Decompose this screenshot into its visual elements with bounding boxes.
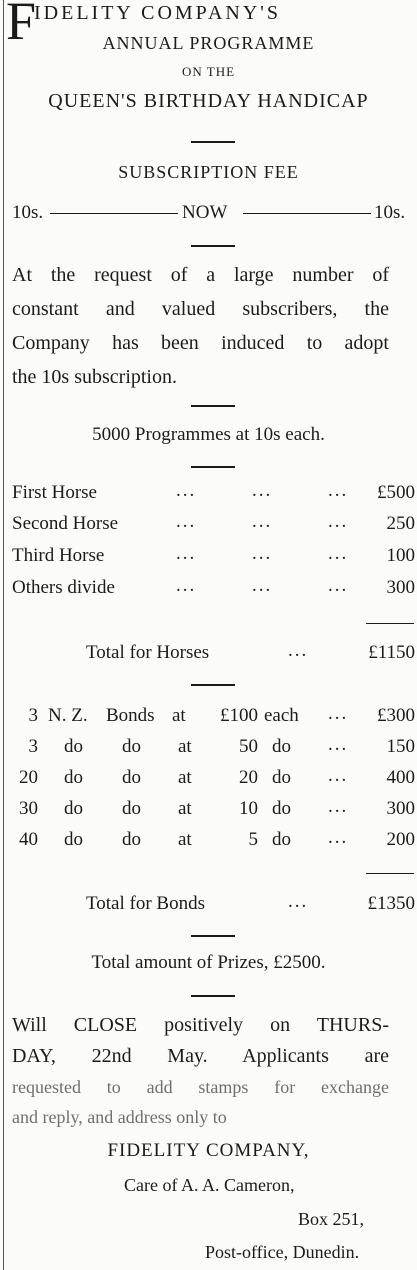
now-label: NOW [182, 202, 228, 223]
bonds-total-label: Total for Bonds [86, 893, 205, 914]
divider [191, 684, 235, 686]
intro-line: the 10s subscription. [12, 366, 177, 388]
closing-line: Will CLOSE positively on THURS- [12, 1014, 389, 1036]
fee-line-right [243, 213, 371, 214]
sum-rule [366, 623, 414, 624]
bond-qty: 3 [28, 705, 38, 726]
leader: ... [176, 543, 197, 564]
handicap-title: QUEEN'S BIRTHDAY HANDICAP [48, 90, 369, 112]
bond-value: 50 [239, 736, 258, 757]
bond-col-c: at [178, 767, 192, 788]
leader: ... [176, 575, 197, 596]
intro-line: Company has been induced to adopt [12, 332, 389, 354]
programmes-line: 5000 Programmes at 10s each. [92, 424, 325, 445]
leader: ... [328, 796, 349, 817]
bond-qty: 30 [19, 798, 38, 819]
bond-value: 10 [239, 798, 258, 819]
bond-amount: 300 [386, 798, 415, 819]
bond-col-b: do [122, 736, 141, 757]
intro-line: constant and valued subscribers, the [12, 298, 389, 320]
horse-amount: 300 [386, 577, 415, 598]
horse-label: Second Horse [12, 513, 119, 534]
bond-col-a: do [64, 767, 83, 788]
bond-col-a: do [64, 736, 83, 757]
horse-label: Others divide [12, 577, 115, 598]
bond-col-e: do [272, 798, 291, 819]
bonds-total-amount: £1350 [367, 893, 415, 914]
bond-col-c: at [178, 736, 192, 757]
divider [191, 935, 235, 937]
leader: ... [328, 575, 349, 596]
old-fee: 10s. [12, 202, 44, 223]
leader: ... [328, 734, 349, 755]
subscription-heading: SUBSCRIPTION FEE [118, 162, 299, 182]
divider [191, 245, 235, 247]
horse-label: Third Horse [12, 545, 105, 566]
bond-col-b: do [122, 798, 141, 819]
leader: ... [328, 765, 349, 786]
horse-amount: 250 [386, 513, 415, 534]
drop-cap: F [6, 0, 37, 51]
bond-col-e: do [272, 736, 291, 757]
programme-title: ANNUAL PROGRAMME [102, 33, 315, 53]
address-office: Post-office, Dunedin. [205, 1242, 360, 1262]
column-edge [3, 0, 4, 1270]
bond-amount: 150 [386, 736, 415, 757]
address-box: Box 251, [298, 1209, 365, 1229]
bond-value: 5 [248, 829, 258, 850]
divider [191, 466, 235, 468]
horses-total-amount: £1150 [368, 642, 415, 663]
leader: ... [252, 480, 273, 501]
leader: ... [328, 511, 349, 532]
leader: ... [252, 575, 273, 596]
leader: ... [328, 703, 349, 724]
bond-col-e: do [272, 767, 291, 788]
leader: ... [328, 827, 349, 848]
sum-rule [366, 873, 414, 874]
bond-col-c: at [178, 798, 192, 819]
divider [191, 405, 235, 407]
bond-col-e: do [272, 829, 291, 850]
horse-amount: 100 [386, 545, 415, 566]
divider [191, 141, 235, 143]
bond-col-b: do [122, 767, 141, 788]
divider [191, 995, 235, 997]
closing-line: DAY, 22nd May. Applicants are [12, 1045, 389, 1067]
bond-col-c: at [172, 705, 186, 726]
bond-qty: 3 [28, 736, 38, 757]
bond-value: 20 [239, 767, 258, 788]
fee-line-left [50, 213, 178, 214]
leader: ... [176, 480, 197, 501]
leader: ... [252, 511, 273, 532]
leader: ... [288, 640, 309, 661]
closing-line: requested to add stamps for exchange [12, 1077, 389, 1097]
new-fee: 10s. [374, 202, 406, 223]
bond-col-a: do [64, 829, 83, 850]
on-the-line: ON THE [181, 64, 236, 79]
bond-qty: 40 [19, 829, 38, 850]
company-title: IDELITY COMPANY'S [34, 2, 282, 24]
bond-col-a: do [64, 798, 83, 819]
bond-col-e: each [264, 705, 299, 726]
bond-col-c: at [178, 829, 192, 850]
intro-line: At the request of a large number of [12, 264, 389, 286]
bond-amount: 200 [386, 829, 415, 850]
bond-qty: 20 [19, 767, 38, 788]
leader: ... [328, 480, 349, 501]
prizes-total: Total amount of Prizes, £2500. [91, 952, 326, 973]
leader: ... [176, 511, 197, 532]
leader: ... [328, 543, 349, 564]
horse-label: First Horse [12, 482, 97, 503]
horses-total-label: Total for Horses [86, 642, 210, 663]
address-company: FIDELITY COMPANY, [107, 1140, 310, 1161]
leader: ... [288, 891, 309, 912]
bond-col-b: do [122, 829, 141, 850]
closing-line: and reply, and address only to [12, 1107, 227, 1127]
bond-col-b: Bonds [106, 705, 155, 726]
address-care-of: Care of A. A. Cameron, [124, 1175, 295, 1195]
horse-amount: £500 [377, 482, 415, 503]
bond-amount: £300 [377, 705, 415, 726]
leader: ... [252, 543, 273, 564]
bond-amount: 400 [386, 767, 415, 788]
bond-col-a: N. Z. [48, 705, 88, 726]
bond-value: £100 [220, 705, 258, 726]
